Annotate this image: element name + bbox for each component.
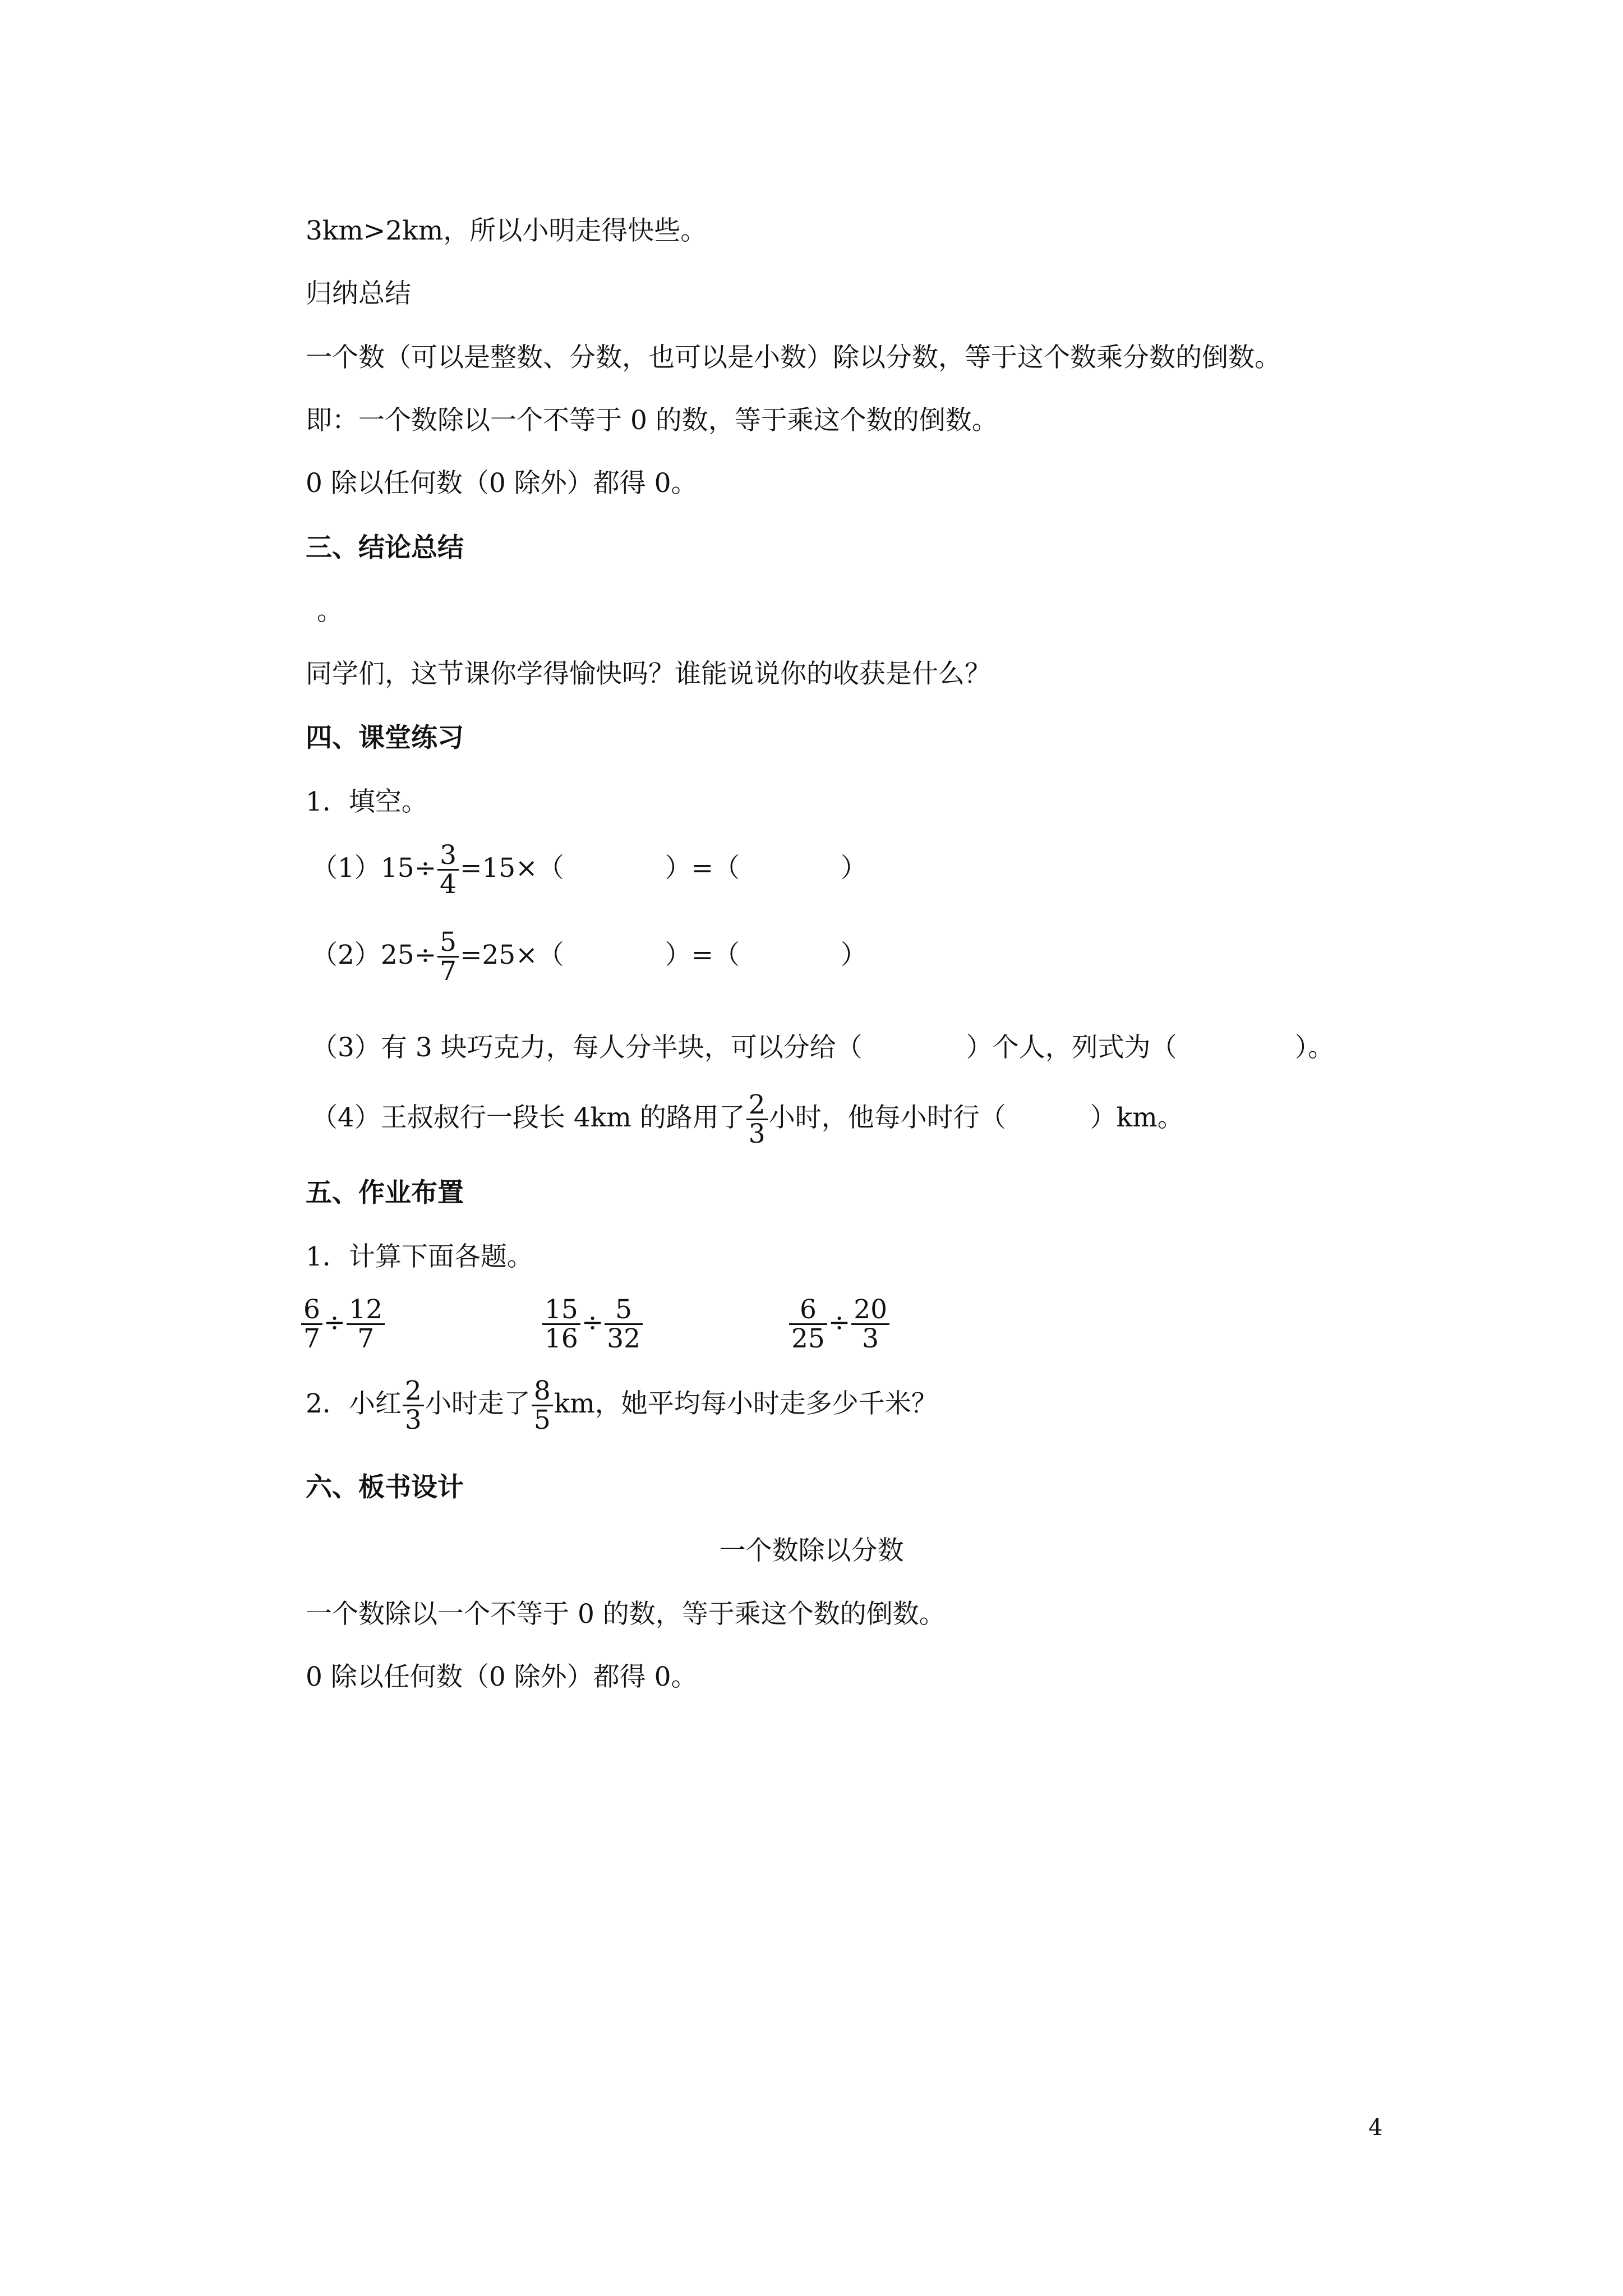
item-text: （1）15÷ bbox=[311, 852, 437, 884]
item-text: （3）有 3 块巧克力，每人分半块，可以分给（ bbox=[311, 1032, 863, 1063]
item-text: （4）王叔叔行一段长 4km 的路用了 bbox=[311, 1102, 745, 1133]
division-sign: ÷ bbox=[581, 1306, 604, 1338]
text-line: 0 除以任何数（0 除外）都得 0。 bbox=[306, 468, 698, 499]
division-sign: ÷ bbox=[828, 1306, 851, 1338]
text-line: 即：一个数除以一个不等于 0 的数，等于乘这个数的倒数。 bbox=[306, 405, 998, 436]
page-number: 4 bbox=[1368, 2115, 1383, 2141]
item-text: ） bbox=[840, 852, 867, 884]
calc-expression bbox=[300, 1296, 386, 1353]
fraction-denominator: 3 bbox=[404, 1405, 422, 1436]
text-line: 3km>2km，所以小明走得快些。 bbox=[306, 215, 707, 246]
fraction-denominator: 5 bbox=[533, 1405, 551, 1436]
item-text: ）。 bbox=[1294, 1032, 1335, 1063]
dot-mark: 。 bbox=[317, 596, 343, 627]
fraction-numerator: 2 bbox=[746, 1091, 768, 1120]
text-line: 同学们，这节课你学得愉快吗？谁能说说你的收获是什么？ bbox=[306, 659, 991, 689]
fraction-numerator: 6 bbox=[301, 1296, 322, 1325]
text-line: 0 除以任何数（0 除外）都得 0。 bbox=[306, 1662, 698, 1692]
fraction bbox=[301, 1296, 322, 1353]
fraction bbox=[605, 1296, 643, 1353]
board-title: 一个数除以分数 bbox=[719, 1535, 904, 1566]
section-heading: 三、结论总结 bbox=[306, 532, 464, 563]
fraction-denominator: 16 bbox=[545, 1323, 578, 1355]
text-line: 一个数（可以是整数、分数，也可以是小数）除以分数，等于这个数乘分数的倒数。 bbox=[306, 342, 1281, 373]
fraction-numerator: 15 bbox=[542, 1296, 580, 1325]
fill-blank-item bbox=[311, 1091, 1184, 1148]
division-sign: ÷ bbox=[323, 1306, 346, 1338]
item-text: （2）25÷ bbox=[311, 939, 437, 970]
fill-blank-item bbox=[311, 928, 867, 986]
section-heading: 五、作业布置 bbox=[306, 1177, 464, 1208]
fraction-numerator: 2 bbox=[403, 1377, 424, 1406]
section-heading: 六、板书设计 bbox=[306, 1472, 464, 1503]
question-title: 1．计算下面各题。 bbox=[306, 1241, 533, 1272]
calc-expression bbox=[541, 1296, 644, 1353]
item-text: km，她平均每小时走多少千米？ bbox=[554, 1388, 938, 1419]
fraction bbox=[789, 1296, 827, 1353]
fraction bbox=[851, 1296, 889, 1353]
fraction-denominator: 25 bbox=[791, 1323, 825, 1355]
fraction bbox=[542, 1296, 580, 1353]
item-text: ）km。 bbox=[1090, 1102, 1184, 1133]
fraction-denominator: 32 bbox=[607, 1323, 641, 1355]
fraction-denominator: 7 bbox=[303, 1323, 320, 1355]
word-problem bbox=[306, 1377, 938, 1434]
fraction-numerator: 5 bbox=[605, 1296, 643, 1325]
fraction-denominator: 4 bbox=[440, 869, 457, 900]
item-text: 小时走了 bbox=[425, 1388, 531, 1419]
fraction-denominator: 7 bbox=[440, 956, 457, 987]
item-text: 2．小红 bbox=[306, 1388, 402, 1419]
item-text: ）个人，列式为（ bbox=[966, 1032, 1177, 1063]
item-text: ）=（ bbox=[665, 852, 740, 884]
fraction bbox=[746, 1091, 768, 1148]
item-text: =15×（ bbox=[460, 852, 564, 884]
item-text: ）=（ bbox=[665, 939, 740, 970]
fraction bbox=[437, 928, 459, 986]
text-line: 归纳总结 bbox=[306, 278, 411, 309]
fraction-numerator: 8 bbox=[532, 1377, 553, 1406]
fill-blank-item bbox=[311, 841, 867, 899]
fill-blank-item bbox=[311, 1031, 1334, 1065]
section-heading: 四、课堂练习 bbox=[306, 723, 464, 753]
fraction-numerator: 6 bbox=[789, 1296, 827, 1325]
fraction-denominator: 3 bbox=[748, 1119, 766, 1150]
text-line: 一个数除以一个不等于 0 的数，等于乘这个数的倒数。 bbox=[306, 1599, 946, 1630]
fraction-numerator: 5 bbox=[437, 928, 459, 958]
item-text: 小时，他每小时行（ bbox=[768, 1102, 1006, 1133]
fraction-denominator: 7 bbox=[357, 1323, 375, 1355]
fraction-numerator: 20 bbox=[851, 1296, 889, 1325]
fraction-numerator: 3 bbox=[437, 841, 459, 871]
question-title: 1．填空。 bbox=[306, 786, 428, 817]
fraction bbox=[347, 1296, 385, 1353]
fraction-numerator: 12 bbox=[347, 1296, 385, 1325]
fraction-denominator: 3 bbox=[862, 1323, 879, 1355]
item-text: =25×（ bbox=[460, 939, 564, 970]
fraction bbox=[532, 1377, 553, 1434]
calc-expression bbox=[788, 1296, 891, 1353]
fraction bbox=[437, 841, 459, 899]
fraction bbox=[403, 1377, 424, 1434]
item-text: ） bbox=[840, 939, 867, 970]
